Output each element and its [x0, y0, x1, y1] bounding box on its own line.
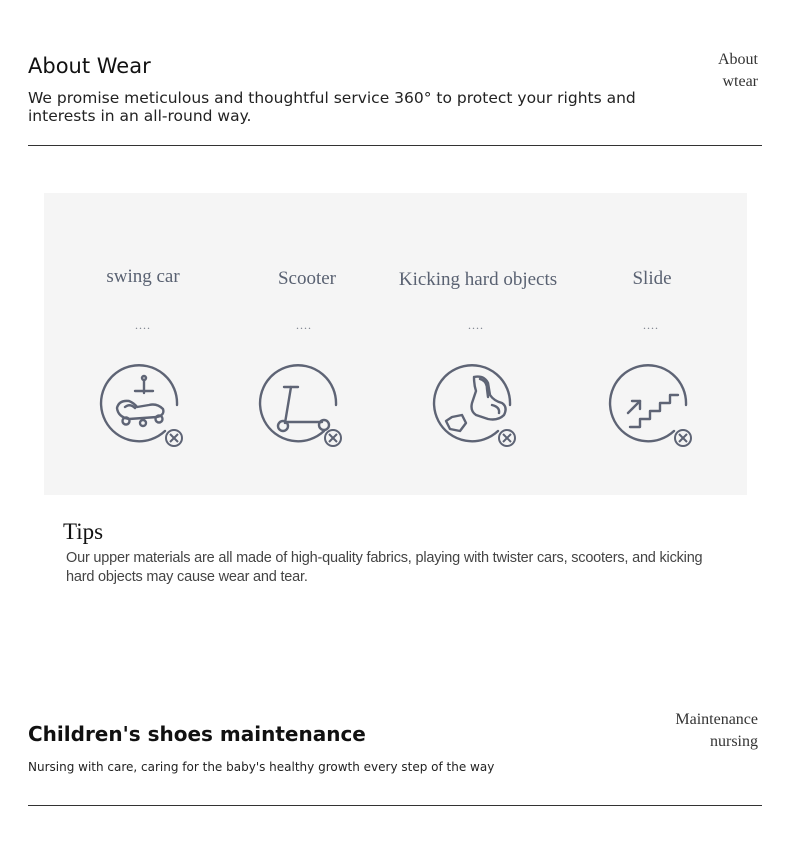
prohibited-icon: [499, 430, 515, 446]
about-side-line1: About: [718, 51, 758, 68]
prohibited-icon: [325, 430, 341, 446]
about-divider: [28, 145, 762, 146]
maintenance-divider: [28, 805, 762, 806]
about-wear-title: About Wear: [28, 54, 151, 78]
item-label-kicking-hard-objects: Kicking hard objects: [398, 269, 558, 290]
item-dots: ....: [135, 318, 151, 332]
maintenance-side-line2: nursing: [710, 733, 758, 750]
maintenance-subtitle: Nursing with care, caring for the baby's healthy growth every step of the way: [28, 760, 495, 774]
scooter-icon: [258, 365, 348, 455]
item-dots: ....: [468, 318, 484, 332]
slide-icon: [608, 365, 698, 455]
item-label-scooter: Scooter: [277, 268, 337, 289]
prohibited-icon: [675, 430, 691, 446]
maintenance-title: Children's shoes maintenance: [28, 722, 366, 746]
item-label-swing-car: swing car: [106, 266, 180, 287]
about-wear-subtitle: We promise meticulous and thoughtful service 360° to protect your rights and interests in an all-round way.: [28, 89, 636, 125]
maintenance-side-caption: [675, 709, 758, 753]
kicking-hard-objects-icon: [432, 365, 522, 455]
maintenance-side-line1: Maintenance: [675, 711, 758, 728]
about-side-caption: [718, 49, 758, 93]
tips-title: Tips: [63, 519, 104, 544]
item-dots: ....: [643, 318, 659, 332]
prohibited-icon: [166, 430, 182, 446]
about-side-line2: wtear: [722, 73, 758, 90]
item-label-slide: Slide: [632, 268, 672, 289]
item-dots: ....: [296, 318, 312, 332]
swing-car-icon: [99, 365, 189, 455]
tips-text: Our upper materials are all made of high-quality fabrics, playing with twister cars, scooters, and kicking hard objects may cause wear and tear.: [66, 550, 703, 585]
